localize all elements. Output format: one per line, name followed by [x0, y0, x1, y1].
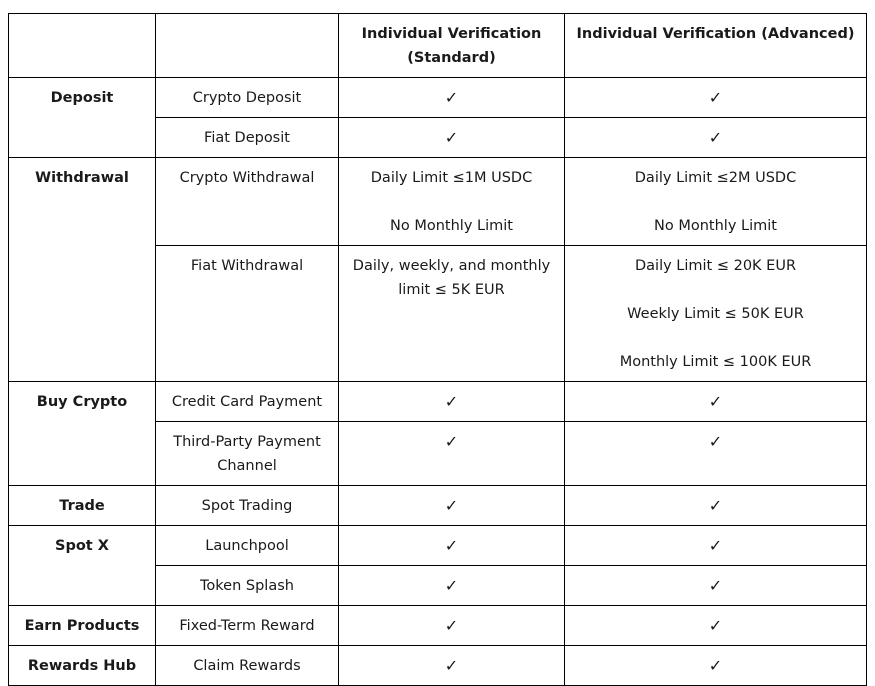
checkmark-icon: ✓ — [339, 118, 565, 158]
limit-advanced-fiat-withdrawal: Daily Limit ≤ 20K EUR Weekly Limit ≤ 50K EUR Monthly Limit ≤ 100K EUR — [565, 246, 867, 382]
feature-fiat-withdrawal: Fiat Withdrawal — [156, 246, 339, 382]
category-deposit: Deposit — [9, 78, 156, 158]
checkmark-icon: ✓ — [565, 422, 867, 486]
header-feature — [156, 14, 339, 78]
header-category — [9, 14, 156, 78]
table-row — [9, 78, 867, 118]
checkmark-icon: ✓ — [339, 646, 565, 686]
checkmark-icon: ✓ — [339, 566, 565, 606]
feature-fixed-term-reward: Fixed-Term Reward — [156, 606, 339, 646]
category-withdrawal: Withdrawal — [9, 158, 156, 382]
category-earn-products: Earn Products — [9, 606, 156, 646]
table-row — [9, 486, 867, 526]
header-standard: Individual Verification (Standard) — [339, 14, 565, 78]
table-row — [9, 606, 867, 646]
table-row — [9, 526, 867, 566]
checkmark-icon: ✓ — [565, 566, 867, 606]
verification-comparison-table — [8, 13, 867, 686]
table-row — [9, 382, 867, 422]
limit-advanced-crypto-withdrawal: Daily Limit ≤2M USDC No Monthly Limit — [565, 158, 867, 246]
feature-claim-rewards: Claim Rewards — [156, 646, 339, 686]
header-row — [9, 14, 867, 78]
header-advanced: Individual Verification (Advanced) — [565, 14, 867, 78]
checkmark-icon: ✓ — [339, 606, 565, 646]
feature-token-splash: Token Splash — [156, 566, 339, 606]
checkmark-icon: ✓ — [339, 486, 565, 526]
limit-standard-crypto-withdrawal: Daily Limit ≤1M USDC No Monthly Limit — [339, 158, 565, 246]
checkmark-icon: ✓ — [565, 382, 867, 422]
category-trade: Trade — [9, 486, 156, 526]
checkmark-icon: ✓ — [339, 382, 565, 422]
checkmark-icon: ✓ — [565, 486, 867, 526]
feature-fiat-deposit: Fiat Deposit — [156, 118, 339, 158]
checkmark-icon: ✓ — [565, 526, 867, 566]
checkmark-icon: ✓ — [565, 606, 867, 646]
checkmark-icon: ✓ — [565, 78, 867, 118]
checkmark-icon: ✓ — [339, 78, 565, 118]
category-rewards-hub: Rewards Hub — [9, 646, 156, 686]
category-buy-crypto: Buy Crypto — [9, 382, 156, 486]
table-row — [9, 158, 867, 246]
feature-third-party-payment: Third-Party Payment Channel — [156, 422, 339, 486]
feature-crypto-withdrawal: Crypto Withdrawal — [156, 158, 339, 246]
feature-crypto-deposit: Crypto Deposit — [156, 78, 339, 118]
feature-spot-trading: Spot Trading — [156, 486, 339, 526]
feature-credit-card-payment: Credit Card Payment — [156, 382, 339, 422]
feature-launchpool: Launchpool — [156, 526, 339, 566]
category-spot-x: Spot X — [9, 526, 156, 606]
checkmark-icon: ✓ — [565, 646, 867, 686]
checkmark-icon: ✓ — [339, 526, 565, 566]
limit-standard-fiat-withdrawal: Daily, weekly, and monthly limit ≤ 5K EUR — [339, 246, 565, 382]
checkmark-icon: ✓ — [339, 422, 565, 486]
checkmark-icon: ✓ — [565, 118, 867, 158]
